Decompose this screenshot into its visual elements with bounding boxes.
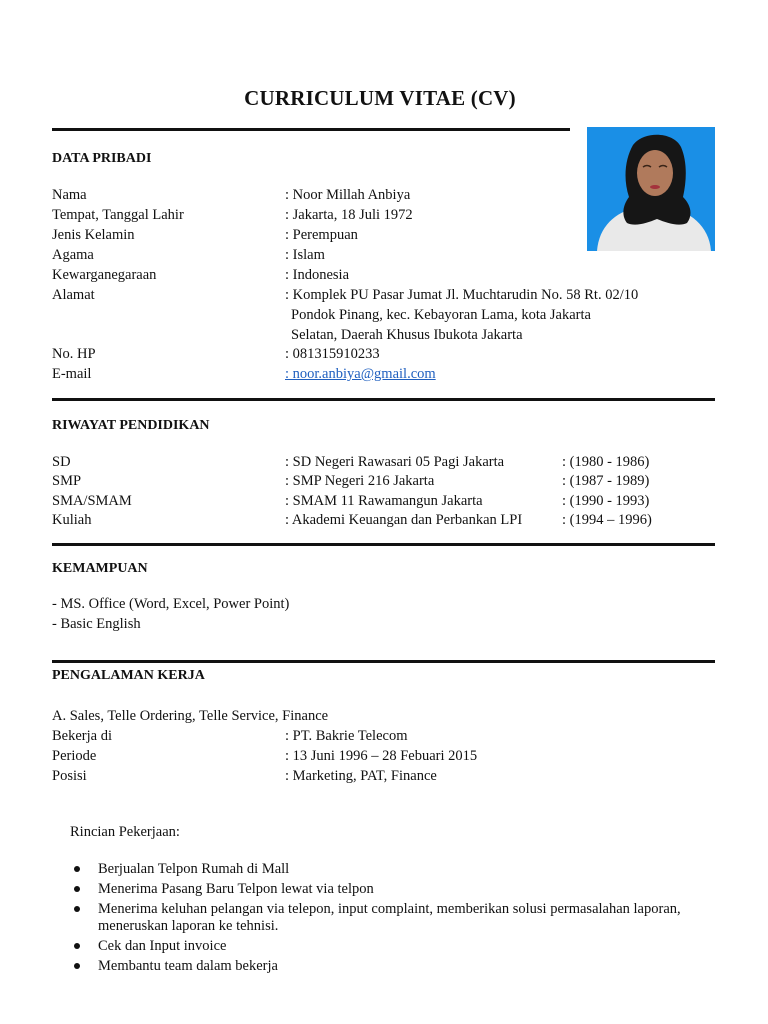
school-level: Kuliah <box>52 512 92 528</box>
school-name: : SD Negeri Rawasari 05 Pagi Jakarta <box>285 454 505 470</box>
list-item-text: Menerima Pasang Baru Telpon lewat via telpon <box>98 881 374 897</box>
email-label: E-mail <box>52 366 92 382</box>
school-level: SMA/SMAM <box>52 493 132 509</box>
phone-label: No. HP <box>52 346 96 362</box>
skill-item: - Basic English <box>52 616 141 632</box>
document-title: CURRICULUM VITAE (CV) <box>244 86 516 110</box>
list-item-text: Menerima keluhan pelangan via telepon, input complaint, memberikan solusi permasalahan laporan, meneruskan laporan ke tehnisi. <box>98 901 681 934</box>
bullet-icon <box>74 886 80 892</box>
section-rule <box>52 660 715 663</box>
personal-row <box>52 344 732 364</box>
school-name: : SMP Negeri 216 Jakarta <box>285 473 435 489</box>
phone-value: : 081315910233 <box>285 346 380 362</box>
skill-item: - MS. Office (Word, Excel, Power Point) <box>52 596 290 612</box>
education-heading: RIWAYAT PENDIDIKAN <box>52 418 210 433</box>
bullet-icon <box>74 963 80 969</box>
experience-row <box>52 746 732 766</box>
field-value: : Indonesia <box>285 267 350 283</box>
field-value: : Marketing, PAT, Finance <box>285 768 437 784</box>
list-item <box>72 938 732 955</box>
bullet-icon <box>74 943 80 949</box>
school-years: : (1994 – 1996) <box>562 512 652 528</box>
personal-row <box>52 205 732 225</box>
list-item <box>72 861 732 878</box>
field-label: Kewarganegaraan <box>52 267 157 283</box>
field-value: : Islam <box>285 247 325 263</box>
list-item-text: Membantu team dalam bekerja <box>98 958 278 974</box>
job-details-heading: Rincian Pekerjaan: <box>70 824 180 840</box>
experience-heading: PENGALAMAN KERJA <box>52 668 205 683</box>
bullet-icon <box>74 866 80 872</box>
field-label: Tempat, Tanggal Lahir <box>52 207 184 223</box>
job-title: A. Sales, Telle Ordering, Telle Service, Finance <box>52 708 329 724</box>
personal-heading: DATA PRIBADI <box>52 151 152 166</box>
school-years: : (1987 - 1989) <box>562 473 650 489</box>
email-link[interactable]: : noor.anbiya@gmail.com <box>285 366 436 382</box>
bullet-icon <box>74 906 80 912</box>
address-continuation: Pondok Pinang, kec. Kebayoran Lama, kota Jakarta <box>291 307 591 323</box>
title-rule <box>52 128 570 131</box>
field-value: : 13 Juni 1996 – 28 Febuari 2015 <box>285 748 478 764</box>
job-details-list <box>72 861 732 978</box>
personal-row <box>52 285 732 305</box>
experience-row <box>52 766 732 786</box>
skills-heading: KEMAMPUAN <box>52 561 148 576</box>
field-value: : PT. Bakrie Telecom <box>285 728 408 744</box>
personal-row <box>52 245 732 265</box>
education-row <box>52 491 732 511</box>
field-label: Alamat <box>52 287 95 303</box>
school-name: : SMAM 11 Rawamangun Jakarta <box>285 493 483 509</box>
field-label: Nama <box>52 187 87 203</box>
education-row <box>52 471 732 491</box>
field-value: : Noor Millah Anbiya <box>285 187 411 203</box>
field-value: : Komplek PU Pasar Jumat Jl. Muchtarudin No. 58 Rt. 02/10 <box>285 287 639 303</box>
list-item <box>72 901 732 935</box>
experience-row <box>52 726 732 746</box>
field-label: Posisi <box>52 768 87 784</box>
list-item <box>72 958 732 975</box>
list-item-text: Berjualan Telpon Rumah di Mall <box>98 861 290 877</box>
school-level: SD <box>52 454 71 470</box>
personal-row <box>52 364 732 384</box>
school-level: SMP <box>52 473 82 489</box>
address-continuation: Selatan, Daerah Khusus Ibukota Jakarta <box>291 327 523 343</box>
list-item <box>72 881 732 898</box>
section-rule <box>52 398 715 401</box>
field-label: Bekerja di <box>52 728 112 744</box>
list-item-text: Cek dan Input invoice <box>98 938 227 954</box>
section-rule <box>52 543 715 546</box>
school-years: : (1990 - 1993) <box>562 493 650 509</box>
personal-row <box>52 185 732 205</box>
school-years: : (1980 - 1986) <box>562 454 650 470</box>
field-label: Agama <box>52 247 94 263</box>
school-name: : Akademi Keuangan dan Perbankan LPI <box>285 512 523 528</box>
field-value: : Jakarta, 18 Juli 1972 <box>285 207 413 223</box>
personal-row <box>52 265 732 285</box>
field-value: : Perempuan <box>285 227 358 243</box>
field-label: Jenis Kelamin <box>52 227 135 243</box>
personal-row <box>52 225 732 245</box>
field-label: Periode <box>52 748 97 764</box>
education-row <box>52 510 732 530</box>
education-row <box>52 452 732 472</box>
